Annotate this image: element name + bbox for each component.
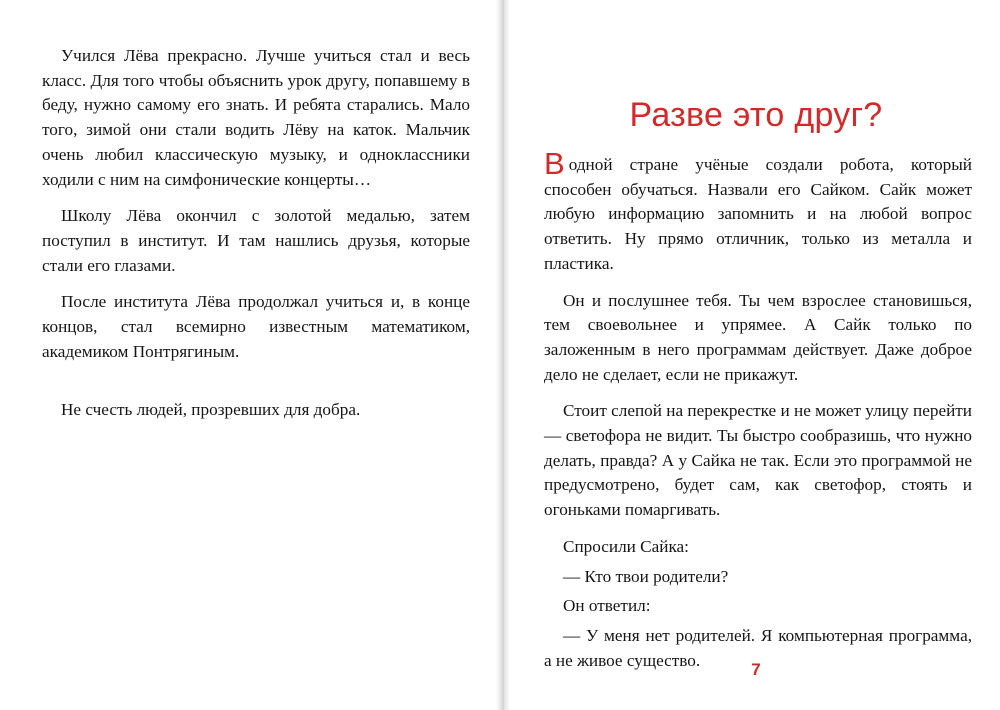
page-number: 7	[751, 660, 761, 679]
left-paragraph-2: Школу Лёва окончил с золотой медалью, затем поступил в институт. И там нашлись друзья, которые стали его глазами.	[42, 206, 470, 275]
story-title: Разве это друг?	[629, 96, 883, 134]
book-gutter	[496, 0, 510, 710]
right-page-text	[544, 146, 972, 678]
right-paragraph-3: Стоит слепой на перекрестке и не может улицу перейти — светофора не видит. Ты быстро сообразишь, что нужно делать, правда? А у Сайка не так. Если это программой не предусмотрено, будет сам, как светофор, стоять и огоньками помаргивать.	[544, 401, 972, 520]
dialog-line-3: Он ответил:	[563, 596, 651, 616]
dialog-line-2: — Кто твои родители?	[563, 566, 729, 586]
left-paragraph-3: После института Лёва продолжал учиться и, в конце концов, стал всемирно известным математиком, академиком Понтрягиным.	[42, 292, 470, 361]
dialog-line-1: Спросили Сайка:	[563, 536, 689, 556]
story-moral: Не счесть людей, прозревших для добра.	[61, 400, 361, 420]
right-paragraph-1-text: одной стране учёные создали робота, который способен обучаться. Назвали его Сайком. Сайк может любую информацию запомнить и на любой вопрос ответить. Ну прямо отличник, только из металла и пластика.	[544, 155, 972, 273]
left-page-text	[42, 44, 470, 435]
drop-cap: В	[544, 146, 565, 181]
right-paragraph-2: Он и послушнее тебя. Ты чем взрослее становишься, тем своевольнее и упрямее. А Сайк только по заложенным в него программам действует. Даже доброе дело не сделает, если не прикажут.	[544, 290, 972, 384]
dialog-line-4: — У меня нет родителей. Я компьютерная программа, а не живое существо.	[544, 625, 972, 670]
left-paragraph-1: Учился Лёва прекрасно. Лучше учиться стал и весь класс. Для того чтобы объяснить урок другу, попавшему в беду, нужно самому его знать. И ребята старались. Мало того, зимой они стали водить Лёву на каток. Мальчик очень любил классическую музыку, и одноклассники ходили с ним на симфонические концерты…	[42, 46, 470, 189]
right-paragraph-1	[544, 146, 972, 277]
